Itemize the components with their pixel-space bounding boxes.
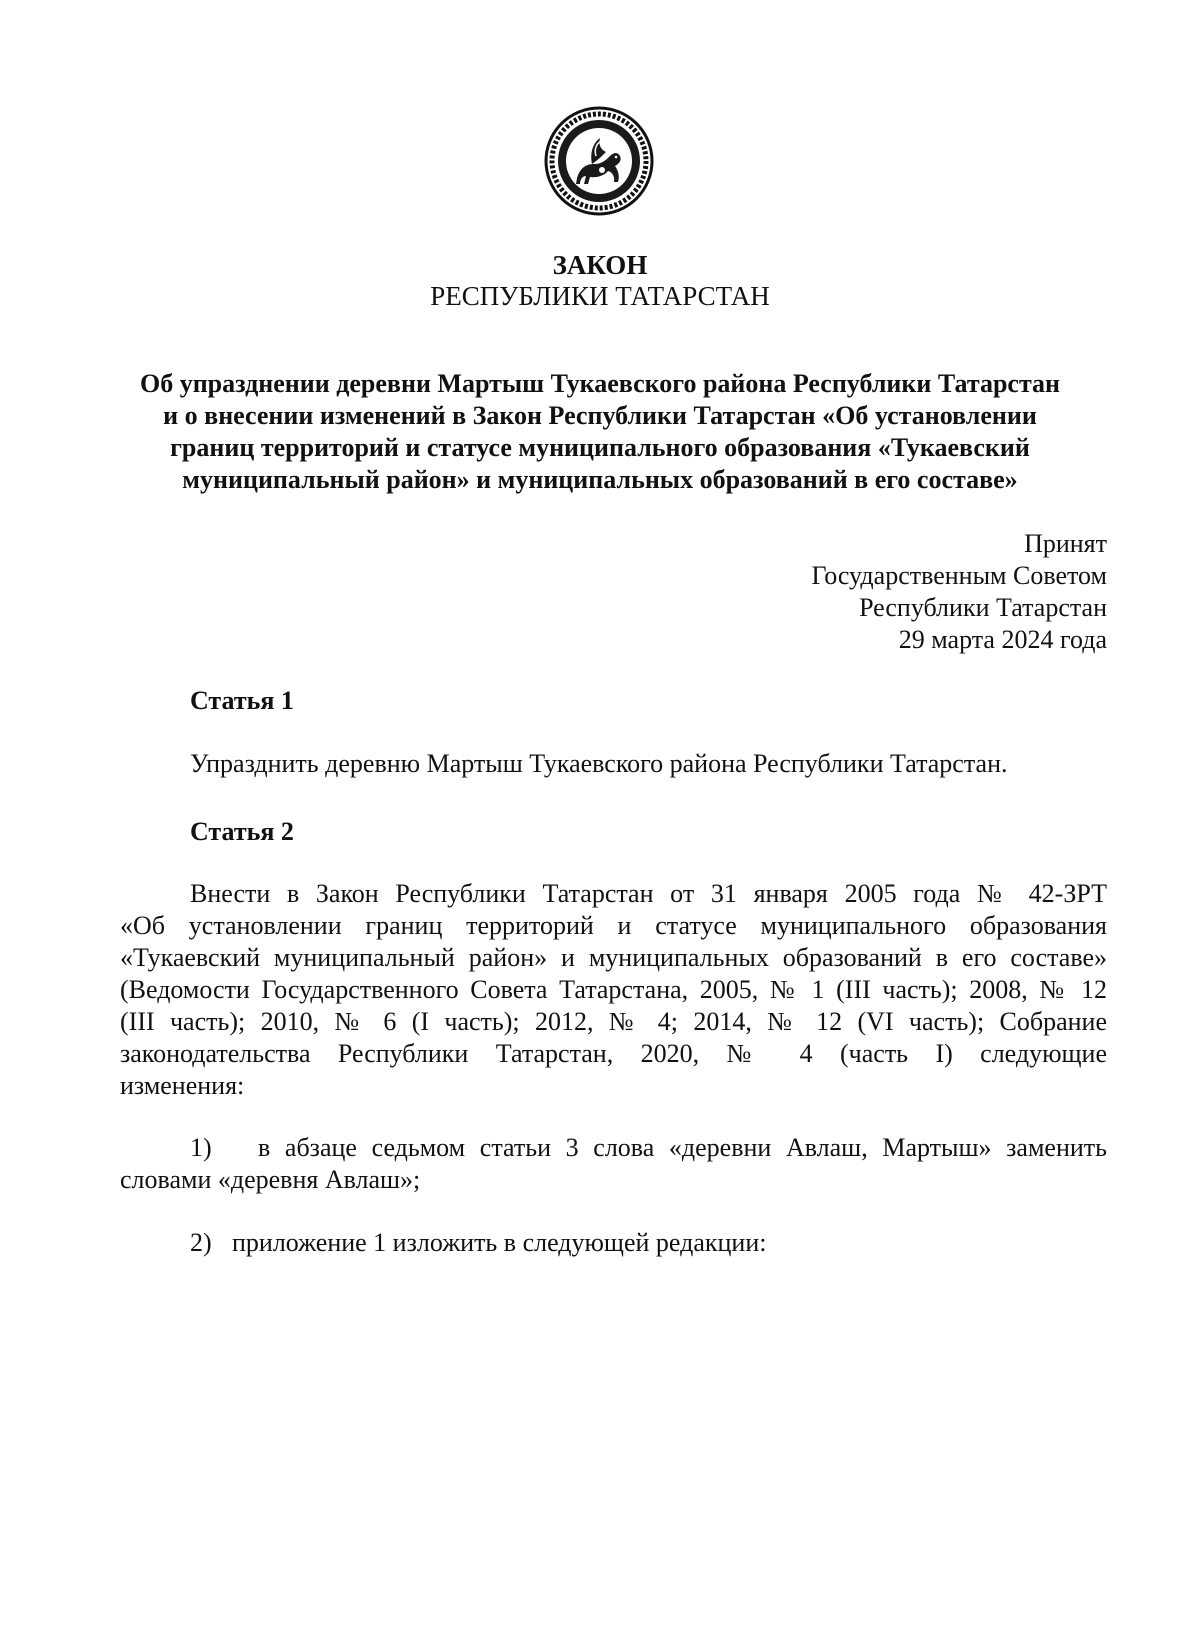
law-name-heading (120, 368, 1080, 496)
article-2-intro-line: «Об установлении границ территорий и статусе муниципального образования (120, 911, 1107, 940)
list-item-number: 1) (190, 1133, 212, 1162)
adoption-line: Республики Татарстан (859, 593, 1107, 622)
law-subtitle: РЕСПУБЛИКИ ТАТАРСТАН (430, 281, 770, 311)
article-2-title: Статья 2 (190, 817, 294, 846)
article-2-intro-line: (Ведомости Государственного Совета Татарстана, 2005, № 1 (III часть); 2008, № 12 (120, 975, 1107, 1004)
article-2-intro-line: «Тукаевский муниципальный район» и муниципальных образований в его составе» (120, 943, 1107, 972)
adoption-block (811, 528, 1107, 656)
adoption-line: Государственным Советом (811, 561, 1107, 590)
article-1-text: Упразднить деревню Мартыш Тукаевского района Республики Татарстан. (190, 749, 1008, 778)
list-item-text: приложение 1 изложить в следующей редакции: (232, 1228, 767, 1257)
article-2-intro-line: Внести в Закон Республики Татарстан от 31 января 2005 года № 42-ЗРТ (190, 879, 1107, 908)
article-2-intro-line: изменения: (120, 1071, 245, 1100)
list-item-text: в абзаце седьмом статьи 3 слова «деревни Авлаш, Мартыш» заменить (258, 1133, 1107, 1162)
law-title: ЗАКОН (552, 250, 648, 280)
article-2-intro-line: законодательства Республики Татарстан, 2020, № 4 (часть I) следующие (120, 1039, 1107, 1068)
adoption-line: Принят (1024, 529, 1107, 558)
tatarstan-coat-of-arms-icon (544, 106, 654, 216)
heading-line: и о внесении изменений в Закон Республики Татарстан «Об установлении (163, 401, 1037, 430)
adoption-date: 29 марта 2024 года (898, 625, 1107, 654)
article-2-intro-line: (III часть); 2010, № 6 (I часть); 2012, № 4; 2014, № 12 (VI часть); Собрание (120, 1007, 1107, 1036)
article-1-title: Статья 1 (190, 686, 294, 715)
heading-line: границ территорий и статусе муниципального образования «Тукаевский (170, 433, 1030, 462)
list-item-text: словами «деревня Авлаш»; (120, 1165, 421, 1194)
list-item-number: 2) (190, 1228, 212, 1257)
heading-line: муниципальный район» и муниципальных образований в его составе» (182, 465, 1018, 494)
heading-line: Об упразднении деревни Мартыш Тукаевского района Республики Татарстан (139, 369, 1061, 398)
